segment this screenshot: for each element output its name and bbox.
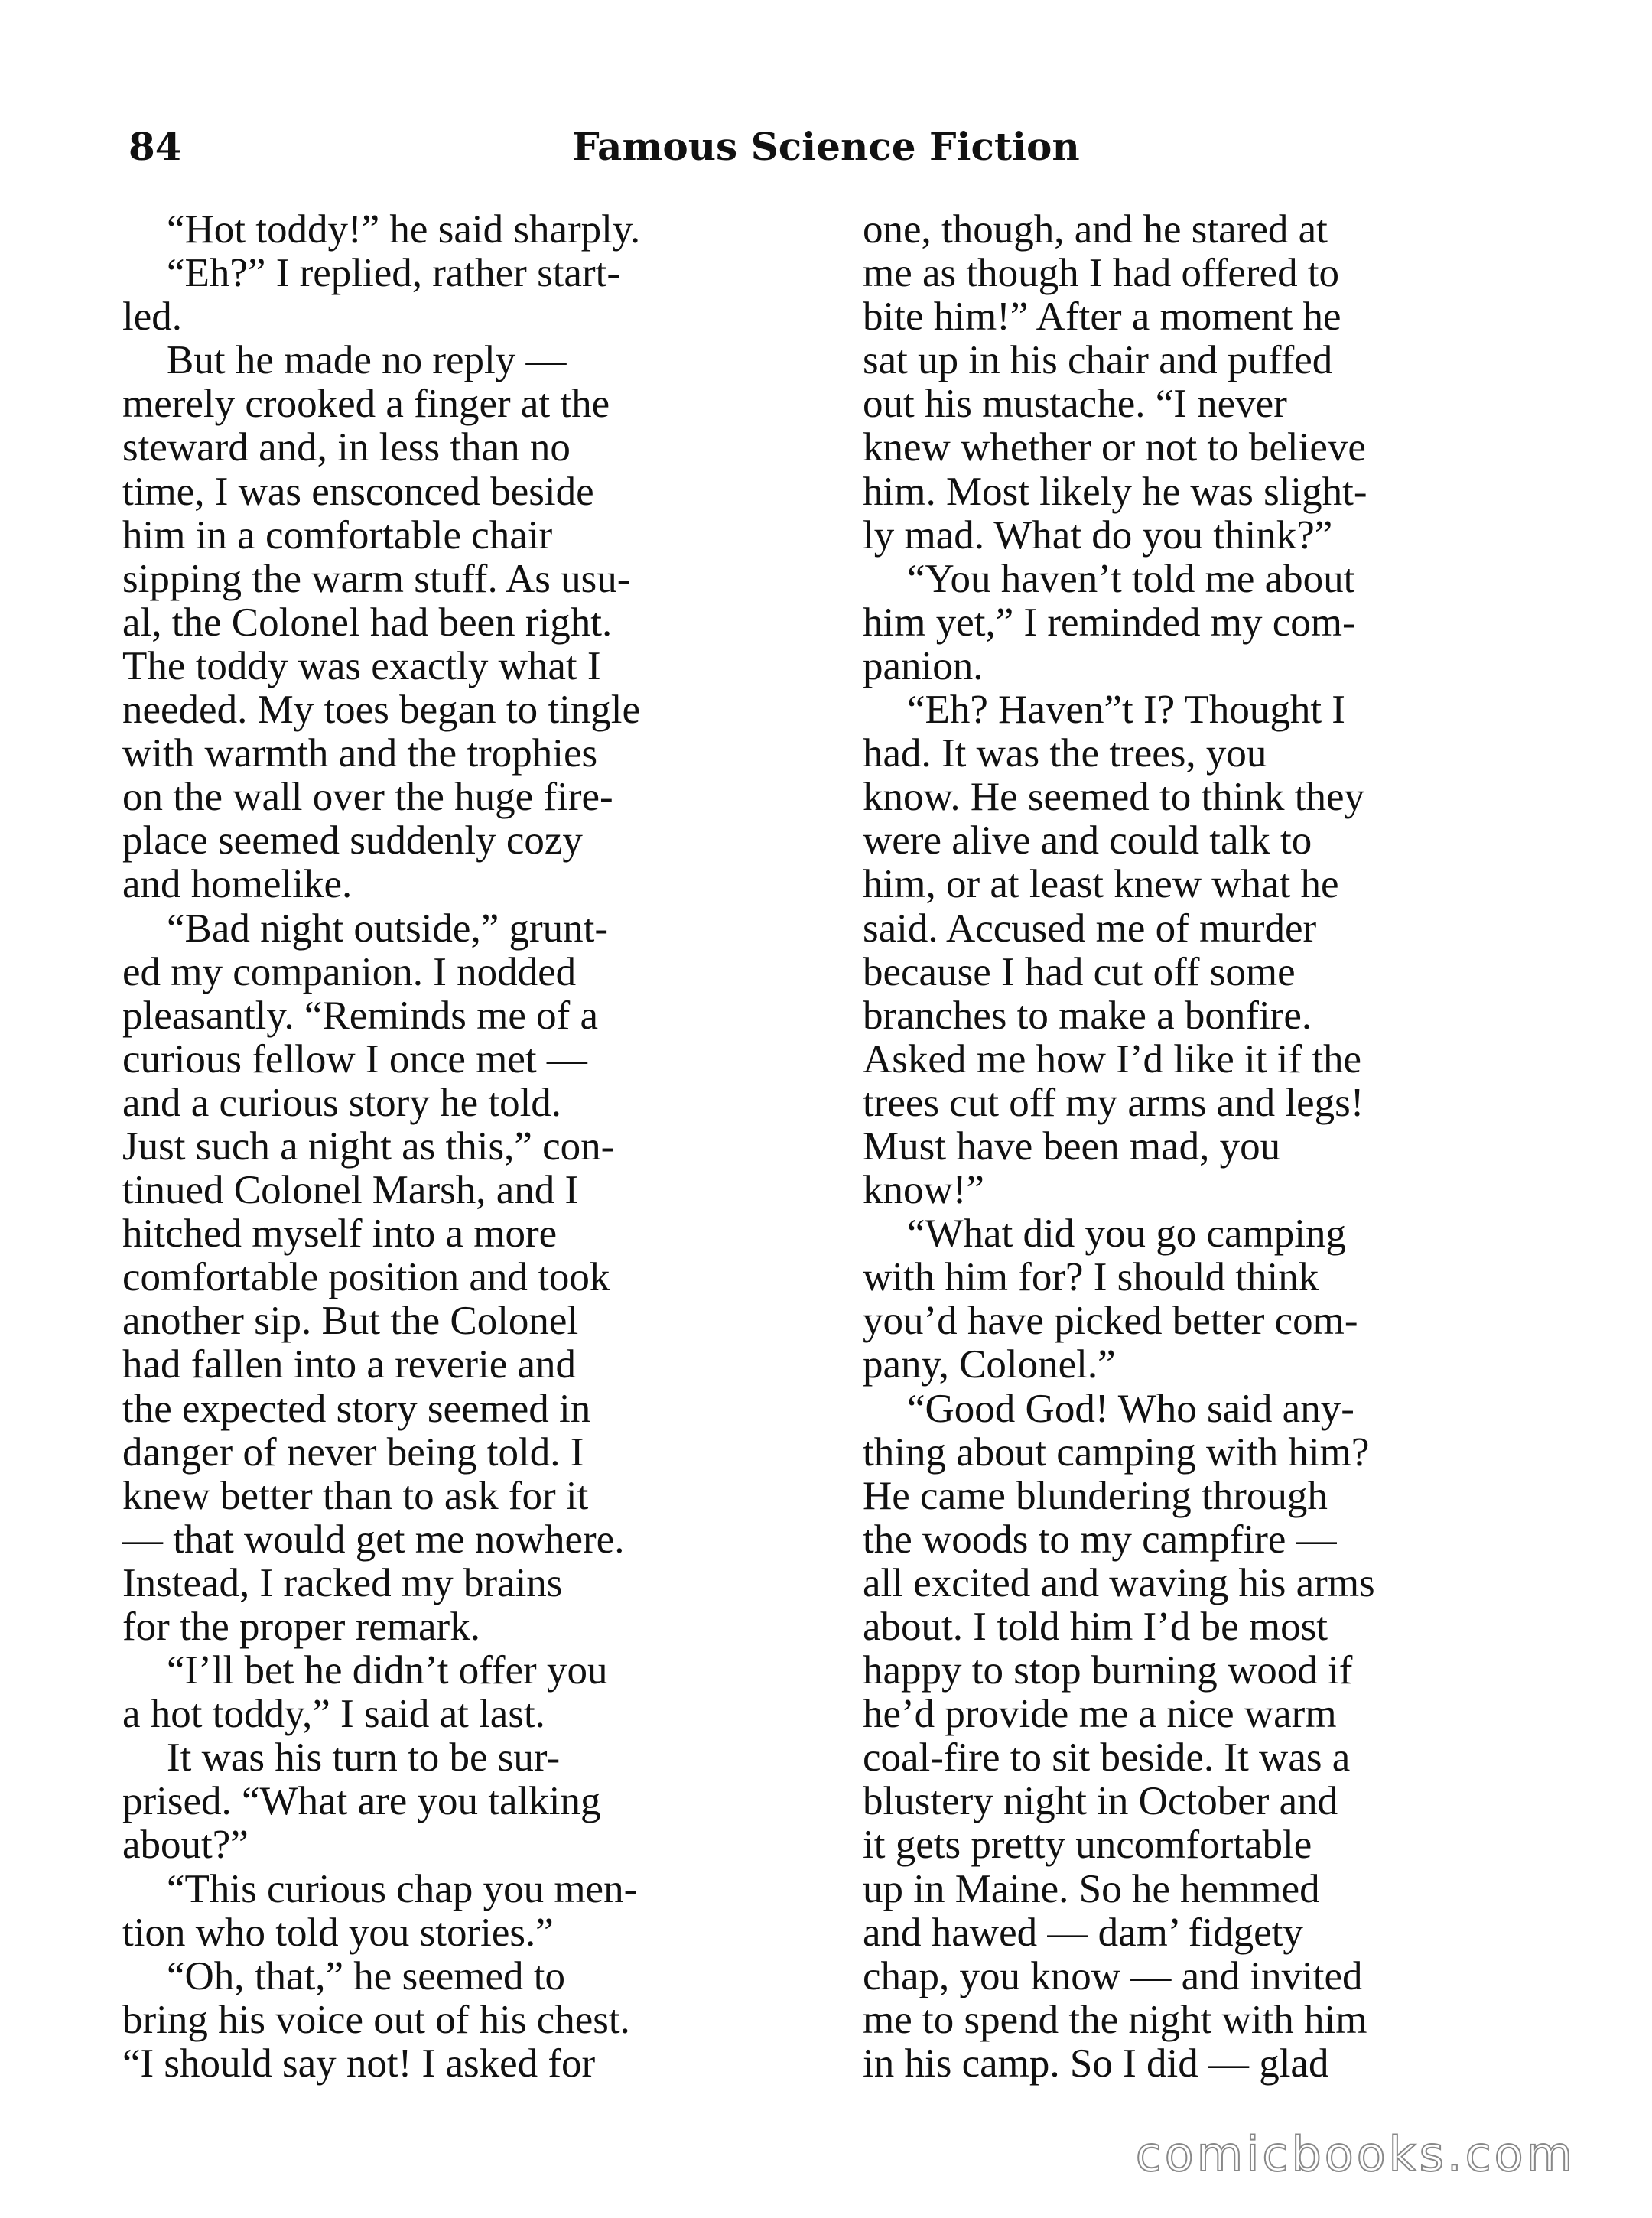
text-line: with him for? I should think (863, 1255, 1319, 1300)
page-number: 84 (128, 124, 182, 169)
text-line: because I had cut off some (863, 949, 1296, 994)
text-line: — that would get me nowhere. (122, 1517, 625, 1562)
text-line: about?” (122, 1823, 249, 1868)
text-line: and homelike. (122, 862, 353, 907)
text-line: bring his voice out of his chest. (122, 1997, 630, 2042)
text-line: Asked me how I’d like it if the (863, 1036, 1362, 1081)
text-line: sat up in his chair and puffed (863, 338, 1333, 383)
text-line: “Eh? Haven”t I? Thought I (907, 688, 1345, 733)
text-line: about. I told him I’d be most (863, 1605, 1328, 1649)
text-line: coal-fire to sit beside. It was a (863, 1735, 1351, 1781)
text-line: tinued Colonel Marsh, and I (122, 1168, 579, 1213)
text-line: it gets pretty uncomfortable (863, 1823, 1312, 1868)
text-line: me as though I had offered to (863, 251, 1340, 296)
text-line: al, the Colonel had been right. (122, 600, 613, 645)
text-line: him in a comfortable chair (122, 512, 553, 558)
text-line: branches to make a bonfire. (863, 993, 1312, 1038)
text-line: and hawed — dam’ fidgety (863, 1910, 1303, 1955)
text-line: knew whether or not to believe (863, 425, 1366, 470)
text-line: needed. My toes began to tingle (122, 688, 641, 733)
text-line: “Oh, that,” he seemed to (167, 1953, 565, 1998)
running-title: Famous Science Fiction (572, 124, 1080, 169)
text-line: Must have been mad, you (863, 1124, 1281, 1169)
text-line: led. (122, 294, 182, 340)
text-line: Just such a night as this,” con- (122, 1124, 615, 1169)
text-line: in his camp. So I did — glad (863, 2041, 1329, 2086)
text-line: danger of never being told. I (122, 1429, 584, 1475)
text-line: steward and, in less than no (122, 425, 571, 470)
text-line: prised. “What are you talking (122, 1779, 601, 1824)
text-line: “Good God! Who said any- (907, 1386, 1354, 1431)
text-line: The toddy was exactly what I (122, 643, 601, 688)
text-line: him. Most likely he was slight- (863, 469, 1367, 514)
text-line: Instead, I racked my brains (122, 1560, 563, 1605)
text-line: and a curious story he told. (122, 1080, 562, 1125)
text-line: he’d provide me a nice warm (863, 1692, 1337, 1737)
text-line: on the wall over the huge fire- (122, 775, 613, 820)
text-line: It was his turn to be sur- (167, 1735, 561, 1781)
text-line: trees cut off my arms and legs! (863, 1080, 1364, 1125)
text-line: thing about camping with him? (863, 1429, 1370, 1475)
text-line: “Bad night outside,” grunt- (167, 906, 608, 951)
text-line: “This curious chap you men- (167, 1866, 638, 1911)
text-line: “You haven’t told me about (907, 556, 1355, 601)
text-line: merely crooked a finger at the (122, 382, 610, 427)
text-line: bite him!” After a moment he (863, 294, 1341, 340)
text-line: one, though, and he stared at (863, 207, 1328, 252)
text-column-right (863, 208, 1532, 2086)
text-line: comfortable position and took (122, 1255, 610, 1300)
text-line: panion. (863, 643, 984, 688)
text-line: “Eh?” I replied, rather start- (167, 251, 620, 296)
text-line: had fallen into a reverie and (122, 1342, 577, 1387)
text-column-left (122, 208, 792, 2086)
text-line: ly mad. What do you think?” (863, 512, 1333, 558)
text-line: ed my companion. I nodded (122, 949, 577, 994)
text-line: pany, Colonel.” (863, 1342, 1116, 1387)
text-line: “I should say not! I asked for (122, 2041, 596, 2086)
text-line: him yet,” I reminded my com- (863, 600, 1356, 645)
text-line: curious fellow I once met — (122, 1036, 587, 1081)
text-line: all excited and waving his arms (863, 1560, 1375, 1605)
text-line: tion who told you stories.” (122, 1910, 554, 1955)
text-line: another sip. But the Colonel (122, 1299, 579, 1344)
text-line: a hot toddy,” I said at last. (122, 1692, 545, 1737)
text-line: “I’ll bet he didn’t offer you (167, 1648, 608, 1693)
text-line: out his mustache. “I never (863, 382, 1287, 427)
text-line: were alive and could talk to (863, 818, 1312, 863)
watermark: comicbooks.com (1135, 2126, 1576, 2182)
text-line: place seemed suddenly cozy (122, 818, 583, 863)
text-line: time, I was ensconced beside (122, 469, 594, 514)
text-line: “What did you go camping (907, 1211, 1347, 1257)
text-line: pleasantly. “Reminds me of a (122, 993, 599, 1038)
text-line: him, or at least knew what he (863, 862, 1339, 907)
text-line: the woods to my campfire — (863, 1517, 1337, 1562)
text-line: had. It was the trees, you (863, 731, 1267, 776)
text-line: up in Maine. So he hemmed (863, 1866, 1320, 1911)
text-line: But he made no reply — (167, 338, 567, 383)
text-line: hitched myself into a more (122, 1211, 558, 1257)
text-line: chap, you know — and invited (863, 1953, 1363, 1998)
text-line: the expected story seemed in (122, 1386, 591, 1431)
text-line: He came blundering through (863, 1473, 1328, 1518)
text-line: happy to stop burning wood if (863, 1648, 1353, 1693)
text-line: “Hot toddy!” he said sharply. (167, 207, 641, 252)
text-line: you’d have picked better com- (863, 1299, 1358, 1344)
text-line: for the proper remark. (122, 1605, 480, 1649)
text-line: know!” (863, 1168, 984, 1213)
text-line: said. Accused me of murder (863, 906, 1317, 951)
text-line: me to spend the night with him (863, 1997, 1367, 2042)
text-line: know. He seemed to think they (863, 775, 1364, 820)
text-line: with warmth and the trophies (122, 731, 598, 776)
text-line: sipping the warm stuff. As usu- (122, 556, 631, 601)
text-line: blustery night in October and (863, 1779, 1338, 1824)
text-line: knew better than to ask for it (122, 1473, 589, 1518)
